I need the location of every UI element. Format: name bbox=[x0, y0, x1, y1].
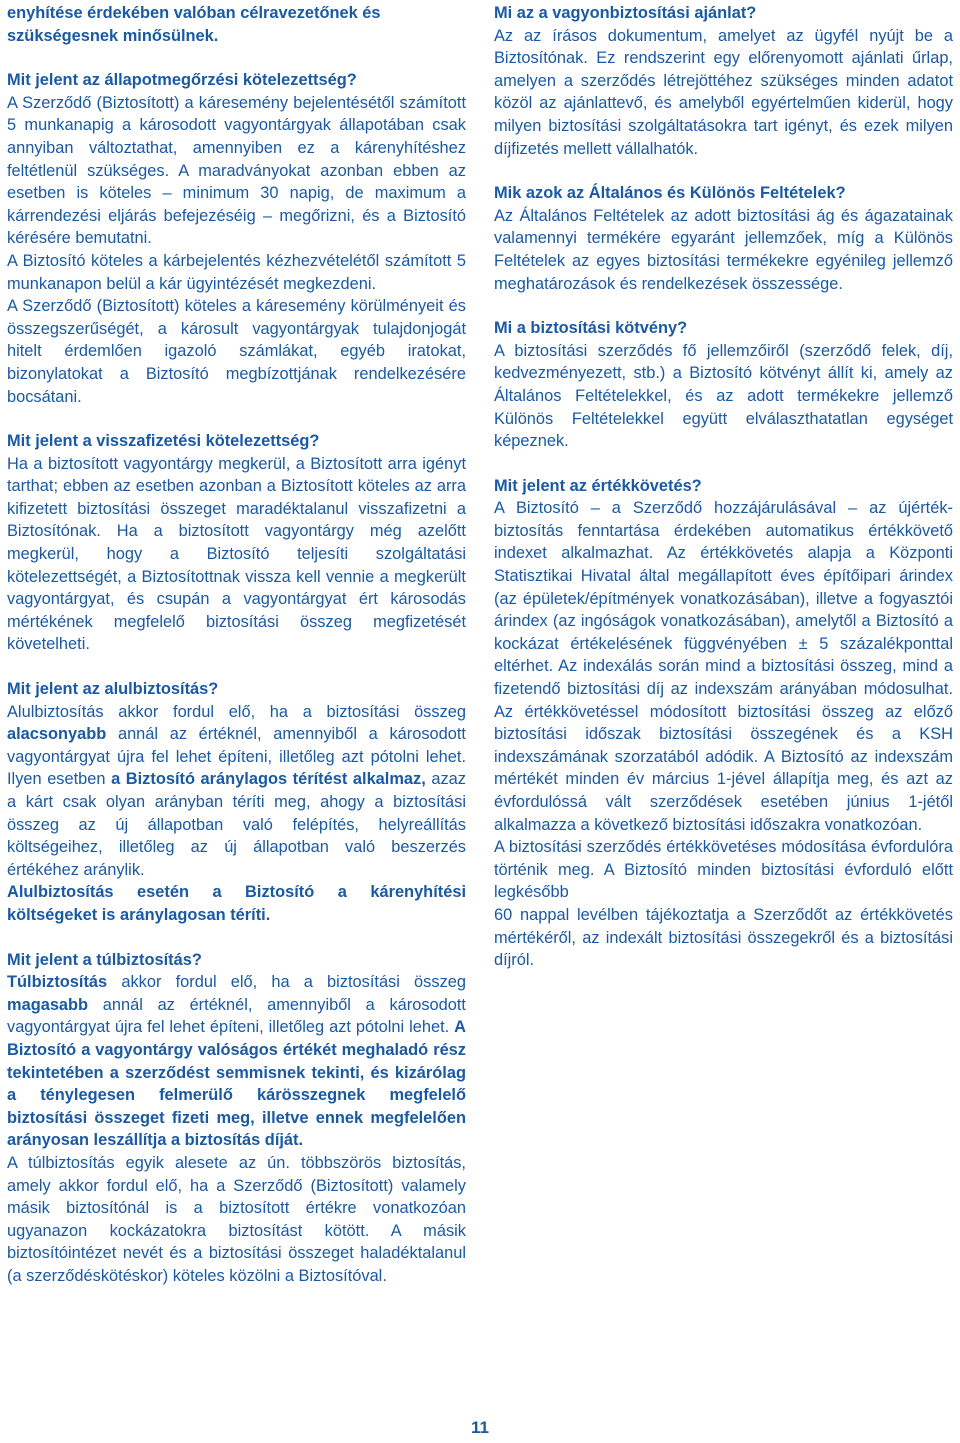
heading-visszafizetes: Mit jelent a visszafizetési kötelezettség? bbox=[7, 432, 320, 451]
paragraph: A biztosítási szerződés fő jellemzőiről (szerződő felek, díj, kedvezményezett, stb.) a Biztosító kötvényt állít ki, amely az Általános Feltételekkel, és az adott termékekre jellemző Különös Feltételekkel együtt elválaszthatatlan egységet képeznek. bbox=[494, 341, 953, 451]
heading-kotveny: Mi a biztosítási kötvény? bbox=[494, 319, 688, 338]
paragraph: A Biztosító köteles a kárbejelentés kézhezvételétől számított 5 munkanapon belül a kár ügyintézését megkezdeni. bbox=[7, 251, 466, 293]
paragraph: 60 nappal levélben tájékoztatja a Szerződőt az értékkövetés mértékéről, az indexált biztosítási összegekről és a biztosítási díjról. bbox=[494, 905, 953, 970]
bold-run: magasabb bbox=[7, 995, 89, 1014]
paragraph: A Szerződő (Biztosított) a káresemény bejelentésétől számított 5 munkanapig a károsodott vagyontárgyak állapotában csak annyiban változtathat, amennyiben ez a kárenyhítéshez feltétlenül szükséges. A maradványokat azonban ebben az esetben is köteles – minimum 30 napig, de maximum a kárrendezési eljárás befejezéséig – megőrizni, és a Biztosító kérésére bemutatni. bbox=[7, 93, 466, 248]
bold-run: alacsonyabb bbox=[7, 725, 107, 744]
paragraph bbox=[7, 701, 466, 882]
paragraph: A biztosítási szerződés értékkövetéses módosítása évfordulóra történik meg. A Biztosító minden biztosítási évforduló előtt legkésőbb bbox=[494, 838, 953, 902]
heading-ertekkovetes: Mit jelent az értékkövetés? bbox=[494, 476, 702, 495]
paragraph: Ha a biztosított vagyontárgy megkerül, a Biztosított arra igényt tarthat; ebben az esetben azonban a Biztosított köteles az arra kifizetett biztosítási összeget maradéktalanul visszafizetni a Biztosítónak. Ha a biztosított vagyontárgy még azelőtt megkerül, hogy a Biztosító teljesíti szolgáltatási kötelezettségét, a Biztosítottnak vissza kell vennie a megkerült vagyontárgyat, és csupán a vagyontárgyat ért károsodás mértékének megfelelő biztosítási összeg megfizetését követelheti. bbox=[7, 454, 466, 654]
left-column bbox=[7, 2, 466, 1287]
heading-tulbiztositas: Mit jelent a túlbiztosítás? bbox=[7, 950, 202, 969]
text-run: akkor fordul elő, ha a biztosítási összeg bbox=[107, 973, 466, 992]
paragraph bbox=[7, 971, 466, 1152]
bold-run: Túlbiztosítás bbox=[7, 973, 108, 992]
heading-ajanlat: Mi az a vagyonbiztosítási ajánlat? bbox=[494, 4, 757, 22]
paragraph: A Szerződő (Biztosított) köteles a káresemény körülményeit és összegszerűségét, a károsult vagyontárgyak tulajdonjogát hitelt érdemlően igazoló számlákat, egyéb iratokat, bizonylatokat a Biztosító megbízottjának rendelkezésére bocsátani. bbox=[7, 297, 466, 406]
heading-alulbiztositas: Mit jelent az alulbiztosítás? bbox=[7, 680, 219, 699]
intro-text: enyhítése érdekében valóban célravezetőnek és szükségesnek minősülnek. bbox=[7, 4, 381, 45]
heading-feltetelek: Mik azok az Általános és Különös Feltételek? bbox=[494, 184, 846, 203]
bold-run: a Biztosító aránylagos térítést alkalmaz, bbox=[111, 770, 426, 789]
heading-allapotmegorzes: Mit jelent az állapotmegőrzési kötelezettség? bbox=[7, 71, 357, 90]
paragraph: Az Általános Feltételek az adott biztosítási ág és ágazatainak valamennyi termékére egyaránt jellemzőek, míg a Különös Feltételek az egyes biztosítási termékekre egyénileg jellemző meghatározások és rendelkezések összessége. bbox=[494, 206, 953, 293]
text-run: annál az értéknél, amennyiből a károsodott vagyontárgyat újra fel lehet építeni, illetőleg azt pótolni lehet. Ilyen esetben bbox=[7, 725, 466, 789]
text-run: Alulbiztosítás akkor fordul elő, ha a biztosítási összeg bbox=[7, 702, 466, 721]
paragraph: A túlbiztosítás egyik alesete az ún. többszörös biztosítás, amely akkor fordul elő, ha a Szerződő (Biztosított) valamely másik biztosítónál is a biztosított értékre vonatkozóan ugyanazon kockázatokra biztosítást kötött. A másik biztosítóintézet nevét és a biztosítási összeget haladéktalanul (a szerződéskötéskor) köteles közölni a Biztosítóval. bbox=[7, 1153, 466, 1285]
bold-paragraph: Alulbiztosítás esetén a Biztosító a kárenyhítési költségeket is aránylagosan téríti. bbox=[7, 883, 466, 924]
text-run: azaz a kárt csak olyan arányban téríti meg, ahogy a biztosítási összeg az új állapotban való felépítés, helyreállítás költségeihez, illetőleg az új állapotban való beszerzés értékéhez aránylik. bbox=[7, 770, 466, 879]
bold-run: A Biztosító a vagyontárgy valóságos értékét meghaladó rész tekintetében a szerződést semmisnek tekinti, és kizárólag a ténylegesen felmerülő kárösszegnek megfelelő biztosítási összeget fizeti meg, illetve ennek megfelelően arányosan leszállítja a biztosítás díját. bbox=[7, 1018, 466, 1150]
paragraph: Az az írásos dokumentum, amelyet az ügyfél nyújt be a Biztosítónak. Ez rendszerint egy előrenyomott ajánlati űrlap, amelyen a szerződés létrejöttéhez szükséges minden adatot közöl az ajánlattevő, és amelyből egyértelműen kiderül, hogy milyen biztosítási szolgáltatásokra tart igényt, és ezek milyen díjfizetés mellett vállalhatók. bbox=[494, 26, 953, 158]
right-column bbox=[494, 2, 953, 972]
page-number: 11 bbox=[471, 1418, 489, 1437]
text-run: annál az értéknél, amennyiből a károsodott vagyontárgyat újra fel lehet építeni, illetőleg azt pótolni lehet. bbox=[7, 995, 466, 1037]
paragraph: A Biztosító – a Szerződő hozzájárulásával – az újérték-biztosítás fenntartása érdekében automatikus értékkövető indexet alkalmazhat. Az értékkövetés alapja a Központi Statisztikai Hivatal által megállapított éves építőipari árindex (az épületek/építmények vonatkozásában), illetve a fogyasztói árindex (az ingóságok vonatkozásában), amelytől a Biztosító a kockázat értékelésének függvényében ± 5 százalékponttal eltérhet. Az indexálás során mind a biztosítási összeg, mind a fizetendő biztosítási díj az indexszám arányában módosulhat. Az értékkövetéssel módosított biztosítási összeg az előző biztosítási időszak biztosítási összegének és a KSH indexszámának szorzatából adódik. A Biztosító az indexszám mértékét minden év március 1-jével állapítja meg, és azt az évfordulóssá vált szerződések esetében június 1-jétől alkalmazza a következő biztosítási időszakra vonatkozóan. bbox=[494, 499, 953, 834]
